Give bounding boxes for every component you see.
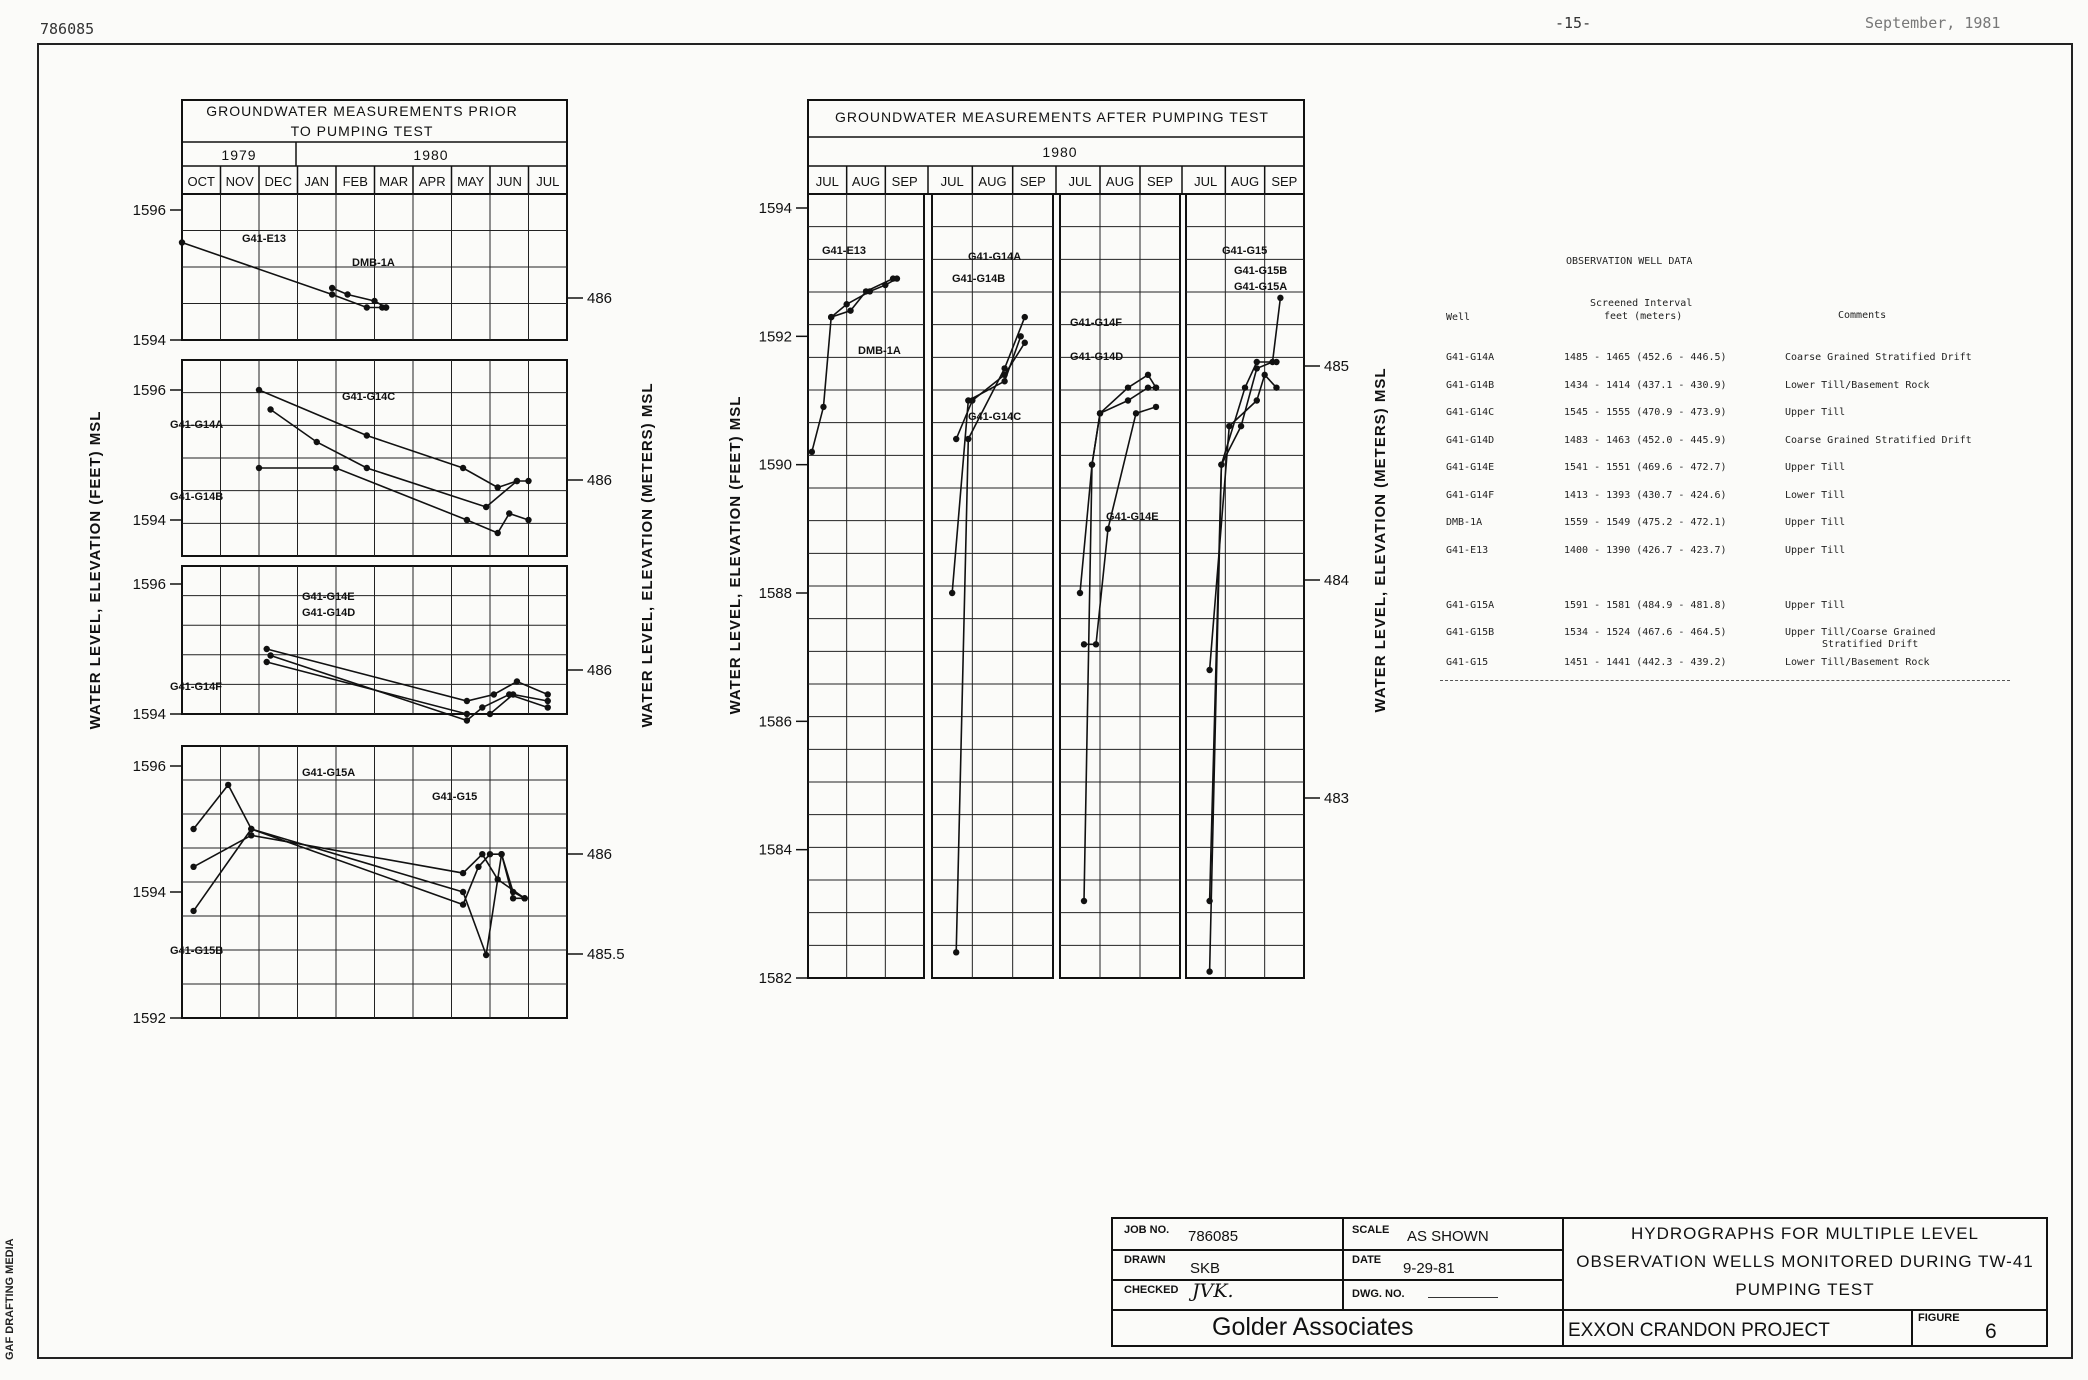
right-tick-label: 485.5 [587,946,625,963]
prior-month-nov: NOV [225,174,254,189]
obs-cell-well: G41-G14B [1446,380,1495,391]
data-point [1218,461,1224,467]
chart-after-2 [932,194,1053,978]
obs-cell-well: G41-G15A [1446,600,1495,611]
data-point [969,397,975,403]
after-month-sep: SEP [891,174,918,189]
obs-cell-well: G41-G14A [1446,352,1495,363]
data-point [460,870,466,876]
obs-cell-interval: 1559 - 1549 (475.2 - 472.1) [1564,517,1727,528]
data-point [498,851,504,857]
obs-cell-comment: Upper Till/Coarse Grained [1785,627,1936,638]
obs-cell-comment: Coarse Grained Stratified Drift [1785,435,1972,446]
chart-prior-2 [133,360,612,556]
data-point [495,484,501,490]
data-point [514,678,520,684]
chart-after-4 [1186,194,1349,978]
obs-col-well: Well [1446,312,1471,323]
ytick-label: 1594 [132,706,166,723]
data-point [1273,384,1279,390]
header-date: September, 1981 [1865,14,2001,32]
series-line-g41-g14b [952,336,1021,593]
data-point [1206,898,1212,904]
series-label-g41-g14c: G41-G14C [342,391,396,403]
data-point [371,298,377,304]
data-point [1018,333,1024,339]
data-point [264,646,270,652]
data-point [525,478,531,484]
data-point [1001,378,1007,384]
data-point [953,436,959,442]
series-label-g41-g14d: G41-G14D [1070,351,1124,363]
after-month-sep: SEP [1146,174,1174,189]
obs-cell-comment: Lower Till/Basement Rock [1785,657,1930,668]
obs-cell-comment: Upper Till [1785,517,1846,528]
obs-cell-interval: 1591 - 1581 (484.9 - 481.8) [1564,600,1727,611]
obs-cell-well: G41-G14C [1446,407,1495,418]
obs-cell-interval: 1483 - 1463 (452.0 - 445.9) [1564,435,1727,446]
data-point [460,889,466,895]
data-point [267,652,273,658]
data-point [491,691,497,697]
obs-cell-comment: Upper Till [1785,407,1846,418]
after-month-sep: SEP [1271,174,1298,189]
right-tick-label: 486 [587,290,613,307]
figure-number: 6 [1985,1320,1997,1343]
prior-month-may: MAY [457,174,485,189]
data-point [1153,404,1159,410]
data-point [495,876,501,882]
ytick-label: 1596 [132,202,166,219]
obs-cell-comment: Coarse Grained Stratified Drift [1785,352,1972,363]
data-point [506,510,512,516]
data-point [820,404,826,410]
series-line-g41-g14e [267,649,548,701]
data-point [464,717,470,723]
data-point [460,901,466,907]
data-point [1081,898,1087,904]
obs-col-comments: Comments [1838,310,1887,321]
data-point [1105,526,1111,532]
ytick-label: 1592 [758,328,792,346]
series-line-g41-e13 [812,279,893,452]
series-label-dmb-1a: DMB-1A [858,345,901,357]
obs-table-row [1440,490,2020,514]
ytick-label: 1590 [758,456,792,474]
after-header-title: GROUNDWATER MEASUREMENTS AFTER PUMPING TEST [835,109,1269,125]
right-tick-label: 485 [1324,358,1350,375]
after-month-aug: AUG [1230,174,1260,189]
chart-prior-3 [133,566,612,724]
after-month-sep: SEP [1019,174,1046,189]
ytick-label: 1596 [132,382,166,399]
obs-cell-comment: Upper Till [1785,462,1846,473]
doc-number: 786085 [40,20,95,38]
data-point [329,291,335,297]
prior-month-oct: OCT [187,174,215,189]
series-line-g41-g15 [1210,298,1281,972]
data-point [314,439,320,445]
ytick-label: 1594 [132,512,166,529]
drawing-title-line-2: OBSERVATION WELLS MONITORED DURING TW-41 [1576,1252,2034,1271]
series-label-dmb-1a: DMB-1A [352,257,395,269]
data-point [843,301,849,307]
prior-month-jul: JUL [536,174,560,189]
data-point [487,851,493,857]
series-label-g41-g14a: G41-G14A [170,419,224,431]
checked-signature: JVK. [1192,1280,1234,1302]
ytick-label: 1596 [132,576,166,593]
data-point [847,307,853,313]
obs-table-row [1440,380,2020,404]
obs-table-row [1440,600,2020,624]
data-point [483,952,489,958]
after-month-aug: AUG [1105,174,1135,189]
data-point [364,304,370,310]
figure-label: FIGURE [1918,1312,1960,1324]
drawing-title-line-1: HYDROGRAPHS FOR MULTIPLE LEVEL [1630,1224,1980,1243]
data-point [256,387,262,393]
series-label-g41-g14a: G41-G14A [968,251,1022,263]
obs-cell-interval: 1451 - 1441 (442.3 - 439.2) [1564,657,1727,668]
obs-table-row [1440,627,2020,651]
data-point [1097,410,1103,416]
right-tick-label: 486 [587,472,613,489]
drawing-title-line-3: PUMPING TEST [1735,1280,1875,1299]
series-label-g41-g14b: G41-G14B [952,273,1006,285]
chart-after-1 [759,194,924,987]
page-number: -15- [1555,14,1592,32]
series-label-g41-g15: G41-G15 [432,791,478,803]
dwg-no-label: DWG. NO. [1352,1288,1405,1300]
series-label-g41-e13: G41-E13 [242,233,287,245]
data-point [464,698,470,704]
scale-value: AS SHOWN [1407,1228,1489,1245]
obs-cell-comment-2: Stratified Drift [1822,639,1919,650]
chart-prior-1 [133,194,612,349]
obs-col-screened-2: feet (meters) [1604,311,1683,322]
ytick-label: 1592 [132,1010,166,1027]
data-point [256,465,262,471]
data-point [264,659,270,665]
data-point [1254,359,1260,365]
after-month-jul: JUL [940,174,964,189]
prior-header [182,100,567,194]
ytick-label: 1584 [758,841,792,859]
series-line-g41-g15b [1210,362,1277,901]
data-point [1277,295,1283,301]
after-year: 1980 [1042,144,1078,160]
obs-table-row [1440,462,2020,486]
series-line-g41-g15a [194,785,525,955]
data-point [487,711,493,717]
data-point [510,895,516,901]
series-label-g41-g14e: G41-G14E [1106,511,1159,523]
obs-cell-well: G41-G15 [1446,657,1489,668]
obs-cell-interval: 1413 - 1393 (430.7 - 424.6) [1564,490,1727,501]
prior-month-mar: MAR [379,174,409,189]
data-point [1238,423,1244,429]
data-point [364,432,370,438]
data-point [190,864,196,870]
data-point [809,449,815,455]
series-label-g41-g14c: G41-G14C [968,411,1022,423]
series-line-g41-g15b [194,829,525,911]
data-point [506,691,512,697]
side-brand: GAF DRAFTING MEDIA [4,1238,16,1360]
data-point [1254,397,1260,403]
series-label-g41-e13: G41-E13 [822,245,867,257]
job-no-label: JOB NO. [1124,1224,1170,1236]
obs-cell-interval: 1534 - 1524 (467.6 - 464.5) [1564,627,1727,638]
drawn-label: DRAWN [1124,1254,1166,1266]
obs-cell-interval: 1485 - 1465 (452.6 - 446.5) [1564,352,1727,363]
firm-name: Golder Associates [1212,1313,1414,1341]
right-tick-label: 486 [587,662,613,679]
series-label-g41-g14b: G41-G14B [170,491,224,503]
obs-cell-well: G41-G14E [1446,462,1495,473]
series-label-g41-g15a: G41-G15A [1234,281,1288,293]
ytick-label: 1596 [132,758,166,775]
data-point [1261,372,1267,378]
data-point [333,465,339,471]
prior-month-jan: JAN [304,174,330,189]
data-point [225,782,231,788]
data-point [1001,372,1007,378]
data-point [949,590,955,596]
obs-cell-interval: 1400 - 1390 (426.7 - 423.7) [1564,545,1727,556]
series-label-g41-g15b: G41-G15B [170,945,224,957]
after-left-axis-label: WATER LEVEL, ELEVATION (FEET) MSL [727,395,744,715]
right-tick-label: 486 [587,846,613,863]
data-point [464,711,470,717]
obs-table-underline [1440,680,2010,681]
scale-label: SCALE [1352,1224,1390,1236]
data-point [545,691,551,697]
data-point [1077,590,1083,596]
data-point [1145,372,1151,378]
ytick-label: 1582 [758,970,792,987]
date-label: DATE [1352,1254,1382,1266]
data-point [1273,359,1279,365]
data-point [1153,384,1159,390]
data-point [1206,968,1212,974]
obs-cell-well: G41-G14D [1446,435,1495,446]
data-point [475,864,481,870]
data-point [1242,384,1248,390]
data-point [514,478,520,484]
series-label-g41-g15: G41-G15 [1222,245,1268,257]
obs-cell-comment: Upper Till [1785,545,1846,556]
data-point [1022,340,1028,346]
after-header [808,100,1304,194]
prior-left-axis-label: WATER LEVEL, ELEVATION (FEET) MSL [87,410,104,730]
prior-header-title: GROUNDWATER MEASUREMENTS PRIOR [206,103,518,119]
data-point [460,465,466,471]
series-label-g41-g14d: G41-G14D [302,607,356,619]
prior-month-feb: FEB [342,174,368,189]
project-name: EXXON CRANDON PROJECT [1568,1320,1830,1341]
data-point [1089,461,1095,467]
obs-table-row [1440,545,2020,569]
data-point [882,282,888,288]
obs-cell-well: DMB-1A [1446,517,1483,528]
data-point [1093,641,1099,647]
data-point [464,517,470,523]
checked-label: CHECKED [1124,1284,1179,1296]
after-right-axis-label: WATER LEVEL, ELEVATION (METERS) MSL [1372,367,1389,713]
ytick-label: 1588 [758,585,792,602]
prior-month-jun: JUN [496,174,522,189]
data-point [1226,423,1232,429]
data-point [364,465,370,471]
data-point [953,949,959,955]
obs-table-title: OBSERVATION WELL DATA [1566,256,1693,267]
ytick-label: 1594 [132,332,166,349]
obs-table-row [1440,657,2020,681]
prior-year-1979: 1979 [221,147,257,163]
after-month-jul: JUL [1068,174,1092,189]
data-point [179,239,185,245]
date-value: 9-29-81 [1403,1260,1455,1277]
data-point [545,698,551,704]
data-point [190,908,196,914]
data-point [495,530,501,536]
obs-table-row [1440,517,2020,541]
data-point [479,704,485,710]
data-point [483,504,489,510]
prior-right-axis-label: WATER LEVEL, ELEVATION (METERS) MSL [639,382,656,728]
data-point [1022,314,1028,320]
data-point [828,314,834,320]
obs-table-row [1440,352,2020,376]
data-point [344,291,350,297]
obs-cell-interval: 1434 - 1414 (437.1 - 430.9) [1564,380,1727,391]
data-point [1125,384,1131,390]
data-point [190,826,196,832]
data-point [894,275,900,281]
data-point [383,304,389,310]
prior-month-apr: APR [418,174,446,189]
data-point [1145,384,1151,390]
after-month-jul: JUL [1194,174,1218,189]
obs-cell-comment: Lower Till/Basement Rock [1785,380,1930,391]
ytick-label: 1594 [132,884,166,901]
prior-year-1980: 1980 [413,147,449,163]
job-no-value: 786085 [1188,1228,1239,1245]
series-label-g41-g14e: G41-G14E [302,591,355,603]
ytick-label: 1594 [758,200,792,217]
obs-cell-well: G41-G14F [1446,490,1495,501]
prior-month-dec: DEC [264,174,292,189]
chart-prior-4 [133,746,625,1027]
obs-col-screened-1: Screened Interval [1590,298,1693,309]
data-point [521,895,527,901]
ytick-label: 1586 [758,713,792,731]
obs-table-row [1440,435,2020,459]
chart-after-3 [1060,194,1180,978]
data-point [867,288,873,294]
right-tick-label: 483 [1324,790,1350,807]
data-point [525,517,531,523]
data-point [479,851,485,857]
series-line-g41-e13 [182,243,386,308]
data-point [248,826,254,832]
obs-table-row [1440,407,2020,431]
data-point [1206,667,1212,673]
data-point [1133,410,1139,416]
series-label-g41-g14f: G41-G14F [170,681,222,693]
series-label-g41-g15a: G41-G15A [302,767,356,779]
after-month-jul: JUL [815,174,839,189]
data-point [1125,397,1131,403]
series-label-g41-g15b: G41-G15B [1234,265,1288,277]
prior-header-title2: TO PUMPING TEST [290,123,434,139]
data-point [1081,641,1087,647]
after-month-aug: AUG [978,174,1007,189]
obs-cell-comment: Lower Till [1785,490,1846,501]
series-label-g41-g14f: G41-G14F [1070,317,1122,329]
obs-cell-interval: 1541 - 1551 (469.6 - 472.7) [1564,462,1727,473]
right-tick-label: 484 [1324,572,1350,589]
data-point [329,285,335,291]
drawn-value: SKB [1190,1260,1221,1277]
obs-cell-interval: 1545 - 1555 (470.9 - 473.9) [1564,407,1727,418]
obs-cell-comment: Upper Till [1785,600,1846,611]
data-point [267,406,273,412]
after-month-aug: AUG [851,174,881,189]
obs-cell-well: G41-E13 [1446,545,1489,556]
obs-cell-well: G41-G15B [1446,627,1495,638]
data-point [545,704,551,710]
dwg-no-blank [1428,1297,1498,1298]
